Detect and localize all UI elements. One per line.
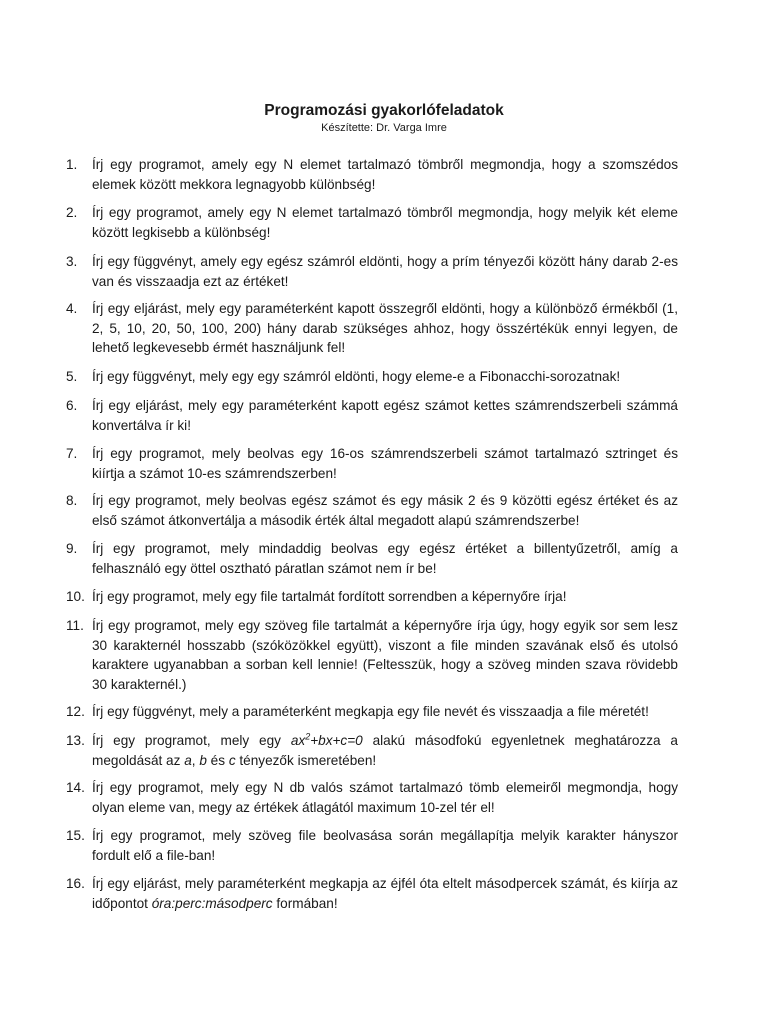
task-text: Írj egy függvényt, mely a paraméterként megkapja egy file nevét és visszaadja a file méretét! xyxy=(92,704,649,719)
task-number: 3. xyxy=(66,254,78,269)
task-item xyxy=(66,616,678,694)
variable-b: b xyxy=(199,752,207,768)
task-number: 5. xyxy=(66,369,78,384)
task-number: 2. xyxy=(66,205,78,220)
task-text: Írj egy programot, mely egy N db valós számot tartalmazó tömb elemeiről megmondja, hogy olyan eleme van, megy az értékek átlagától maximum 10-zel tér el! xyxy=(92,780,678,815)
equation xyxy=(291,733,363,748)
task-item xyxy=(66,203,678,242)
document-author: Készítette: Dr. Varga Imre xyxy=(321,122,447,134)
task-item xyxy=(66,778,678,817)
task-number: 10. xyxy=(66,589,85,604)
task-number: 7. xyxy=(66,446,78,461)
task-number: 6. xyxy=(66,398,78,413)
task-item xyxy=(66,367,678,387)
task-text xyxy=(92,731,678,770)
task-text-part: formában! xyxy=(272,895,338,911)
task-text: Írj egy programot, mely egy file tartalmát fordított sorrendben a képernyőre írja! xyxy=(92,589,567,604)
task-item xyxy=(66,539,678,578)
task-number: 16. xyxy=(66,876,85,891)
task-number: 11. xyxy=(66,618,84,633)
task-text: Írj egy programot, amely egy N elemet tartalmazó tömbről megmondja, hogy melyik két eleme között legkisebb a különbség! xyxy=(92,205,678,240)
task-item xyxy=(66,299,678,358)
task-text-part: Írj egy programot, mely egy xyxy=(92,733,291,748)
separator: és xyxy=(206,752,229,768)
task-item xyxy=(66,396,678,435)
task-text: Írj egy eljárást, mely egy paraméterként kapott összegről eldönti, hogy a különböző érmékből (1, 2, 5, 10, 20, 50, 100, 200) hány darab szükséges ahhoz, hogy összértékük ennyi legyen, de lehető legkevesebb érmét használjunk fel! xyxy=(92,301,678,355)
task-item xyxy=(66,874,678,913)
task-text: Írj egy programot, mely beolvas egész számot és egy másik 2 és 9 közötti egész értéket és az első számot átkonvertálja a második érték által megadott alapú számrendszerbe! xyxy=(92,493,678,528)
separator: , xyxy=(191,752,200,768)
task-item xyxy=(66,702,678,722)
task-item xyxy=(66,444,678,483)
task-text xyxy=(92,874,678,913)
task-number: 8. xyxy=(66,493,78,508)
task-number: 15. xyxy=(66,828,85,843)
task-text-part: tényezők ismeretében! xyxy=(235,752,377,768)
task-text: Írj egy programot, mely egy szöveg file tartalmát a képernyőre írja úgy, hogy egyik sor sem lesz 30 karakternél hosszabb (szóközökkel együtt), viszont a file minden szavának első és utolsó karaktere ugyanabban a sorban kell lennie! (Feltesszük, hogy a szöveg minden szava rövidebb 30 karakternél.) xyxy=(92,618,678,692)
task-item xyxy=(66,491,678,530)
task-number: 12. xyxy=(66,704,85,719)
task-text: Írj egy eljárást, mely egy paraméterként kapott egész számot kettes számrendszerbeli számmá konvertálva ír ki! xyxy=(92,398,678,433)
task-text-part: alakú másodfokú egyenletnek meghatározza a megoldását az xyxy=(92,733,678,768)
time-format: óra:perc:másodperc xyxy=(151,895,273,911)
equation-exponent: 2 xyxy=(305,731,311,742)
document-title: Programozási gyakorlófeladatok xyxy=(264,102,504,119)
task-number: 13. xyxy=(66,733,85,748)
task-text-part: Írj egy eljárást, mely paraméterként megkapja az éjfél óta eltelt másodpercek számát, és kiírja az időpontot xyxy=(92,876,678,911)
task-text: Írj egy függvényt, amely egy egész számról eldönti, hogy a prím tényezői között hány darab 2-es van és visszaadja ezt az értéket! xyxy=(92,254,678,289)
task-item xyxy=(66,731,678,770)
task-text: Írj egy programot, mely beolvas egy 16-os számrendszerbeli számot tartalmazó sztringet és kiírtja a számot 10-es számrendszerben! xyxy=(92,446,678,481)
task-text: Írj egy függvényt, mely egy egy számról eldönti, hogy eleme-e a Fibonacchi-sorozatnak! xyxy=(92,369,621,384)
task-item xyxy=(66,826,678,865)
task-text: Írj egy programot, amely egy N elemet tartalmazó tömbről megmondja, hogy a szomszédos elemek között mekkora legnagyobb különbség! xyxy=(92,157,678,192)
task-number: 4. xyxy=(66,301,78,316)
task-number: 9. xyxy=(66,541,78,556)
task-item xyxy=(66,587,678,607)
task-number: 14. xyxy=(66,780,85,795)
task-text: Írj egy programot, mely mindaddig beolvas egy egész értéket a billentyűzetről, amíg a felhasználó egy öttel osztható páratlan számot nem ír be! xyxy=(92,541,678,576)
variable-c: c xyxy=(228,752,236,768)
task-text: Írj egy programot, mely szöveg file beolvasása során megállapítja melyik karakter hányszor fordult elő a file-ban! xyxy=(92,828,678,863)
variable-a: a xyxy=(184,752,192,768)
task-item xyxy=(66,155,678,194)
equation-rest: +bx+c=0 xyxy=(310,733,363,748)
equation-base: ax xyxy=(290,733,306,748)
task-item xyxy=(66,252,678,291)
task-number: 1. xyxy=(66,157,78,172)
